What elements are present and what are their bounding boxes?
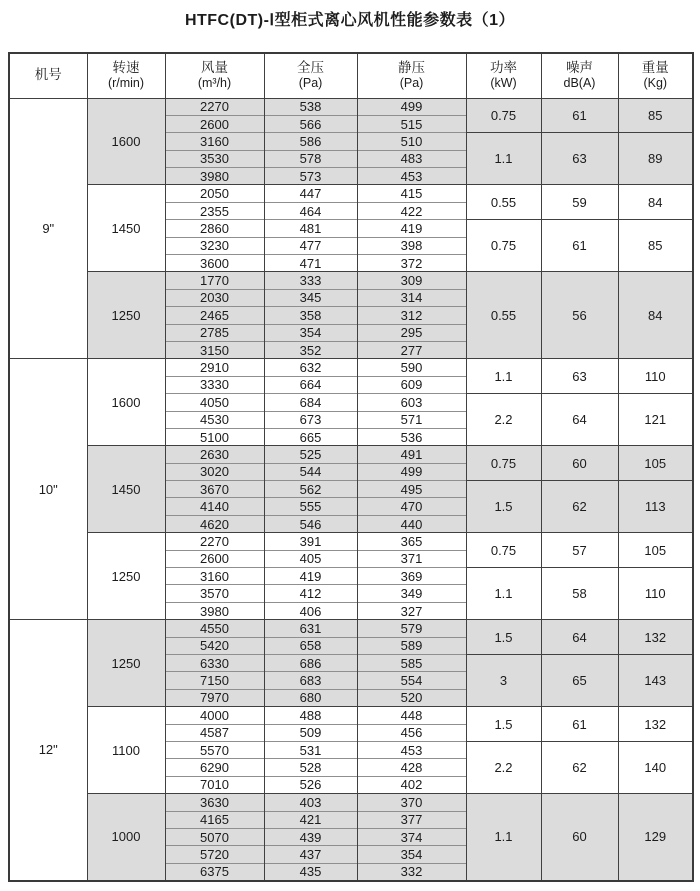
col-header-power (466, 53, 541, 98)
col-header-total-pressure (264, 53, 357, 98)
total-pressure-cell: 419 (264, 568, 357, 585)
weight-cell: 113 (618, 481, 693, 533)
noise-cell: 59 (541, 185, 618, 220)
air-volume-cell: 6290 (165, 759, 264, 776)
speed-cell: 1450 (87, 185, 165, 272)
static-pressure-cell: 571 (357, 411, 466, 428)
col-header-machine-no (9, 53, 87, 98)
noise-cell: 58 (541, 568, 618, 620)
air-volume-cell: 3330 (165, 376, 264, 393)
air-volume-cell: 4530 (165, 411, 264, 428)
total-pressure-cell: 477 (264, 237, 357, 254)
noise-cell: 60 (541, 794, 618, 881)
weight-cell: 140 (618, 741, 693, 793)
static-pressure-cell: 579 (357, 620, 466, 637)
power-cell: 0.75 (466, 533, 541, 568)
col-header-unit: (Pa) (298, 76, 323, 91)
air-volume-cell: 3160 (165, 568, 264, 585)
weight-cell: 84 (618, 185, 693, 220)
total-pressure-cell: 573 (264, 168, 357, 185)
air-volume-cell: 3230 (165, 237, 264, 254)
total-pressure-cell: 403 (264, 794, 357, 811)
static-pressure-cell: 365 (357, 533, 466, 550)
page-title: HTFC(DT)-Ⅰ型柜式离心风机性能参数表（1） (184, 12, 516, 29)
total-pressure-cell: 555 (264, 498, 357, 515)
static-pressure-cell: 377 (357, 811, 466, 828)
weight-cell: 84 (618, 272, 693, 359)
air-volume-cell: 3980 (165, 602, 264, 619)
total-pressure-cell: 664 (264, 376, 357, 393)
total-pressure-cell: 391 (264, 533, 357, 550)
total-pressure-cell: 566 (264, 115, 357, 132)
air-volume-cell: 7010 (165, 776, 264, 793)
static-pressure-cell: 536 (357, 428, 466, 445)
air-volume-cell: 4140 (165, 498, 264, 515)
total-pressure-cell: 435 (264, 863, 357, 880)
total-pressure-cell: 538 (264, 98, 357, 115)
col-header-label: 静压 (398, 59, 425, 75)
static-pressure-cell: 456 (357, 724, 466, 741)
air-volume-cell: 2465 (165, 307, 264, 324)
total-pressure-cell: 528 (264, 759, 357, 776)
table-row (9, 272, 693, 289)
static-pressure-cell: 590 (357, 359, 466, 376)
col-header-weight (618, 53, 693, 98)
total-pressure-cell: 586 (264, 133, 357, 150)
fan-spec-table (8, 52, 694, 882)
total-pressure-cell: 471 (264, 255, 357, 272)
table-row (9, 98, 693, 115)
total-pressure-cell: 680 (264, 689, 357, 706)
power-cell: 2.2 (466, 741, 541, 793)
noise-cell: 61 (541, 98, 618, 133)
table-body (9, 98, 693, 881)
noise-cell: 61 (541, 707, 618, 742)
total-pressure-cell: 525 (264, 446, 357, 463)
weight-cell: 132 (618, 620, 693, 655)
table-row (9, 533, 693, 550)
total-pressure-cell: 488 (264, 707, 357, 724)
speed-cell: 1600 (87, 359, 165, 446)
air-volume-cell: 2030 (165, 289, 264, 306)
machine-no-cell: 10" (9, 359, 87, 620)
noise-cell: 63 (541, 359, 618, 394)
total-pressure-cell: 658 (264, 637, 357, 654)
static-pressure-cell: 422 (357, 202, 466, 219)
col-header-label: 重量 (641, 59, 669, 75)
power-cell: 3 (466, 655, 541, 707)
power-cell: 0.75 (466, 220, 541, 272)
static-pressure-cell: 370 (357, 794, 466, 811)
noise-cell: 62 (541, 481, 618, 533)
static-pressure-cell: 453 (357, 741, 466, 758)
air-volume-cell: 2270 (165, 98, 264, 115)
total-pressure-cell: 352 (264, 341, 357, 358)
static-pressure-cell: 603 (357, 394, 466, 411)
power-cell: 1.5 (466, 620, 541, 655)
static-pressure-cell: 372 (357, 255, 466, 272)
weight-cell: 129 (618, 794, 693, 881)
power-cell: 1.5 (466, 707, 541, 742)
total-pressure-cell: 333 (264, 272, 357, 289)
static-pressure-cell: 589 (357, 637, 466, 654)
air-volume-cell: 5720 (165, 846, 264, 863)
speed-cell: 1100 (87, 707, 165, 794)
table-header (9, 53, 693, 98)
static-pressure-cell: 312 (357, 307, 466, 324)
noise-cell: 64 (541, 620, 618, 655)
total-pressure-cell: 526 (264, 776, 357, 793)
air-volume-cell: 3530 (165, 150, 264, 167)
col-header-label: 全压 (297, 59, 324, 75)
static-pressure-cell: 470 (357, 498, 466, 515)
static-pressure-cell: 520 (357, 689, 466, 706)
air-volume-cell: 2600 (165, 115, 264, 132)
air-volume-cell: 4550 (165, 620, 264, 637)
weight-cell: 85 (618, 220, 693, 272)
total-pressure-cell: 481 (264, 220, 357, 237)
air-volume-cell: 4000 (165, 707, 264, 724)
noise-cell: 65 (541, 655, 618, 707)
weight-cell: 85 (618, 98, 693, 133)
air-volume-cell: 2785 (165, 324, 264, 341)
machine-no-cell: 9" (9, 98, 87, 359)
total-pressure-cell: 632 (264, 359, 357, 376)
static-pressure-cell: 585 (357, 655, 466, 672)
air-volume-cell: 5570 (165, 741, 264, 758)
col-header-air-volume (165, 53, 264, 98)
static-pressure-cell: 402 (357, 776, 466, 793)
total-pressure-cell: 437 (264, 846, 357, 863)
power-cell: 2.2 (466, 394, 541, 446)
static-pressure-cell: 314 (357, 289, 466, 306)
total-pressure-cell: 464 (264, 202, 357, 219)
weight-cell: 121 (618, 394, 693, 446)
total-pressure-cell: 447 (264, 185, 357, 202)
table-row (9, 707, 693, 724)
noise-cell: 60 (541, 446, 618, 481)
weight-cell: 132 (618, 707, 693, 742)
speed-cell: 1600 (87, 98, 165, 185)
total-pressure-cell: 578 (264, 150, 357, 167)
air-volume-cell: 6375 (165, 863, 264, 880)
col-header-speed (87, 53, 165, 98)
air-volume-cell: 2355 (165, 202, 264, 219)
col-header-label: 机号 (34, 67, 62, 83)
total-pressure-cell: 631 (264, 620, 357, 637)
power-cell: 1.1 (466, 359, 541, 394)
col-header-label: 功率 (490, 59, 517, 75)
static-pressure-cell: 419 (357, 220, 466, 237)
total-pressure-cell: 406 (264, 602, 357, 619)
speed-cell: 1000 (87, 794, 165, 881)
speed-cell: 1250 (87, 620, 165, 707)
static-pressure-cell: 398 (357, 237, 466, 254)
total-pressure-cell: 412 (264, 585, 357, 602)
noise-cell: 57 (541, 533, 618, 568)
total-pressure-cell: 673 (264, 411, 357, 428)
col-header-unit: (kW) (490, 76, 517, 91)
air-volume-cell: 4587 (165, 724, 264, 741)
total-pressure-cell: 509 (264, 724, 357, 741)
air-volume-cell: 2600 (165, 550, 264, 567)
air-volume-cell: 2050 (165, 185, 264, 202)
col-header-unit: (r/min) (107, 76, 145, 91)
static-pressure-cell: 499 (357, 98, 466, 115)
air-volume-cell: 3020 (165, 463, 264, 480)
static-pressure-cell: 448 (357, 707, 466, 724)
air-volume-cell: 3150 (165, 341, 264, 358)
static-pressure-cell: 295 (357, 324, 466, 341)
col-header-unit: (m³/h) (197, 76, 232, 91)
power-cell: 1.5 (466, 481, 541, 533)
static-pressure-cell: 453 (357, 168, 466, 185)
air-volume-cell: 5100 (165, 428, 264, 445)
machine-no-cell: 12" (9, 620, 87, 881)
col-header-static-pressure (357, 53, 466, 98)
static-pressure-cell: 440 (357, 515, 466, 532)
static-pressure-cell: 491 (357, 446, 466, 463)
total-pressure-cell: 544 (264, 463, 357, 480)
weight-cell: 105 (618, 533, 693, 568)
table-row (9, 359, 693, 376)
power-cell: 0.55 (466, 272, 541, 359)
col-header-label: 转速 (112, 59, 140, 75)
col-header-noise (541, 53, 618, 98)
noise-cell: 62 (541, 741, 618, 793)
air-volume-cell: 5420 (165, 637, 264, 654)
total-pressure-cell: 562 (264, 481, 357, 498)
col-header-label: 噪声 (566, 59, 593, 75)
weight-cell: 143 (618, 655, 693, 707)
static-pressure-cell: 371 (357, 550, 466, 567)
air-volume-cell: 7150 (165, 672, 264, 689)
static-pressure-cell: 277 (357, 341, 466, 358)
air-volume-cell: 2910 (165, 359, 264, 376)
air-volume-cell: 2270 (165, 533, 264, 550)
static-pressure-cell: 415 (357, 185, 466, 202)
total-pressure-cell: 684 (264, 394, 357, 411)
weight-cell: 110 (618, 568, 693, 620)
air-volume-cell: 3670 (165, 481, 264, 498)
air-volume-cell: 3570 (165, 585, 264, 602)
air-volume-cell: 3600 (165, 255, 264, 272)
static-pressure-cell: 483 (357, 150, 466, 167)
static-pressure-cell: 495 (357, 481, 466, 498)
col-header-unit: (Pa) (399, 76, 424, 91)
total-pressure-cell: 439 (264, 828, 357, 845)
total-pressure-cell: 345 (264, 289, 357, 306)
static-pressure-cell: 349 (357, 585, 466, 602)
col-header-unit: dB(A) (563, 76, 596, 91)
total-pressure-cell: 665 (264, 428, 357, 445)
table-row (9, 620, 693, 637)
table-row (9, 185, 693, 202)
static-pressure-cell: 374 (357, 828, 466, 845)
static-pressure-cell: 332 (357, 863, 466, 880)
air-volume-cell: 5070 (165, 828, 264, 845)
header-row (9, 53, 693, 98)
weight-cell: 105 (618, 446, 693, 481)
static-pressure-cell: 327 (357, 602, 466, 619)
total-pressure-cell: 686 (264, 655, 357, 672)
static-pressure-cell: 354 (357, 846, 466, 863)
static-pressure-cell: 554 (357, 672, 466, 689)
power-cell: 1.1 (466, 794, 541, 881)
air-volume-cell: 1770 (165, 272, 264, 289)
power-cell: 1.1 (466, 133, 541, 185)
static-pressure-cell: 369 (357, 568, 466, 585)
total-pressure-cell: 531 (264, 741, 357, 758)
noise-cell: 63 (541, 133, 618, 185)
air-volume-cell: 3980 (165, 168, 264, 185)
static-pressure-cell: 309 (357, 272, 466, 289)
noise-cell: 61 (541, 220, 618, 272)
air-volume-cell: 7970 (165, 689, 264, 706)
col-header-unit: (Kg) (643, 76, 668, 91)
col-header-label: 风量 (201, 59, 228, 75)
static-pressure-cell: 510 (357, 133, 466, 150)
weight-cell: 110 (618, 359, 693, 394)
power-cell: 0.75 (466, 98, 541, 133)
speed-cell: 1250 (87, 533, 165, 620)
static-pressure-cell: 609 (357, 376, 466, 393)
noise-cell: 64 (541, 394, 618, 446)
air-volume-cell: 2630 (165, 446, 264, 463)
total-pressure-cell: 546 (264, 515, 357, 532)
power-cell: 0.55 (466, 185, 541, 220)
static-pressure-cell: 428 (357, 759, 466, 776)
air-volume-cell: 4165 (165, 811, 264, 828)
air-volume-cell: 4620 (165, 515, 264, 532)
total-pressure-cell: 683 (264, 672, 357, 689)
air-volume-cell: 2860 (165, 220, 264, 237)
static-pressure-cell: 499 (357, 463, 466, 480)
air-volume-cell: 3630 (165, 794, 264, 811)
power-cell: 0.75 (466, 446, 541, 481)
table-row (9, 794, 693, 811)
speed-cell: 1450 (87, 446, 165, 533)
table-row (9, 446, 693, 463)
total-pressure-cell: 358 (264, 307, 357, 324)
noise-cell: 56 (541, 272, 618, 359)
air-volume-cell: 6330 (165, 655, 264, 672)
air-volume-cell: 4050 (165, 394, 264, 411)
total-pressure-cell: 405 (264, 550, 357, 567)
air-volume-cell: 3160 (165, 133, 264, 150)
weight-cell: 89 (618, 133, 693, 185)
total-pressure-cell: 421 (264, 811, 357, 828)
static-pressure-cell: 515 (357, 115, 466, 132)
power-cell: 1.1 (466, 568, 541, 620)
total-pressure-cell: 354 (264, 324, 357, 341)
speed-cell: 1250 (87, 272, 165, 359)
